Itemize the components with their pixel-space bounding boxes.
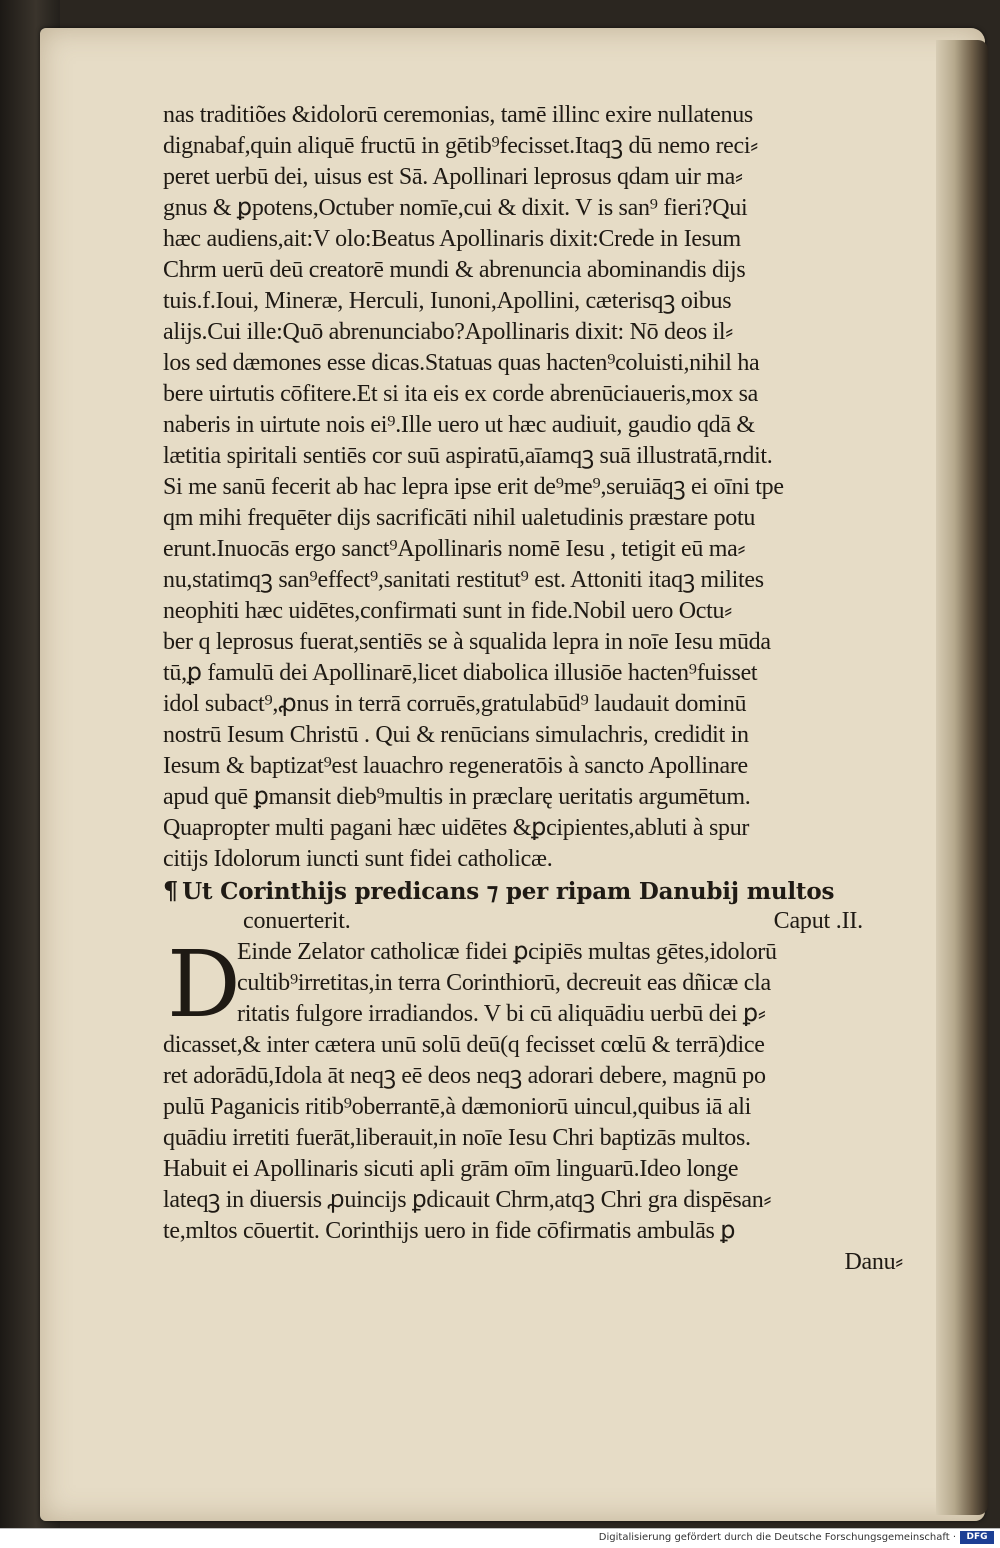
page-text — [163, 100, 903, 1278]
text-line: ber q leprosus fuerat,sentiēs se à squalida lepra in noīe Iesu mūda — [163, 629, 771, 655]
drop-cap-paragraph — [163, 931, 903, 1038]
text-line: ret adorādū,Idola āt neqꝫ eē deos neqꝫ adorari debere, magnū po — [163, 1063, 766, 1089]
chapter-heading-sub — [163, 906, 903, 937]
chapter-heading-text: Ut Corinthijs predicans ⁊ per ripam Danubij multos — [182, 878, 835, 905]
text-line: los sed dæmones esse dicas.Statuas quas hacten⁹coluisti,nihil ha — [163, 350, 760, 376]
drop-cap: D — [167, 931, 241, 1038]
text-line: Si me sanū fecerit ab hac lepra ipse erit de⁹me⁹,seruiāqꝫ ei oīni tpe — [163, 474, 784, 500]
page-gutter — [936, 40, 988, 1515]
text-line: naberis in uirtute nois ei⁹.Ille uero ut hæc audiuit, gaudio qdā & — [163, 412, 755, 438]
text-line: idol subact⁹,ꝓnus in terrā corruēs,gratulabūd⁹ laudauit dominū — [163, 691, 747, 717]
footer-bar — [0, 1528, 1000, 1548]
text-line: dignabaf,quin aliquē fructū in gētib⁹fecisset.Itaqꝫ dū nemo reci⸗ — [163, 133, 758, 159]
text-line: Chrm uerū deū creatorē mundi & abrenuncia abominandis dijs — [163, 257, 746, 283]
text-line: apud quē ꝑmansit dieb⁹multis in præclarę ueritatis argumētum. — [163, 784, 751, 810]
footer-credit: Digitalisierung gefördert durch die Deutsche Forschungsgemeinschaft · — [598, 1532, 956, 1543]
text-line: neophiti hæc uidētes,confirmati sunt in fide.Nobil uero Octu⸗ — [163, 598, 732, 624]
text-line: ritatis fulgore irradiandos. V bi cū aliquādiu uerbū dei ꝑ⸗ — [237, 1001, 766, 1027]
paragraph-indented — [163, 931, 903, 1038]
chapter-heading-sub-text: conuerterit. — [243, 908, 351, 934]
text-line: citijs Idolorum iuncti sunt fidei catholicæ. — [163, 846, 553, 872]
text-line: Quapropter multi pagani hæc uidētes &ꝑcipientes,abluti à spur — [163, 815, 750, 841]
text-line: qm mihi frequēter dijs sacrificāti nihil ualetudinis præstare potu — [163, 505, 756, 531]
text-line: lateqꝫ in diuersis ꝓuincijs ꝑdicauit Chrm,atqꝫ Chri gra dispēsan⸗ — [163, 1187, 772, 1213]
paragraph-bottom — [163, 1030, 903, 1247]
text-line: hæc audiens,ait:V olo:Beatus Apollinaris dixit:Crede in Iesum — [163, 226, 741, 252]
dfg-logo: DFG — [960, 1531, 994, 1544]
text-line: nostrū Iesum Christū . Qui & renūcians simulachris, credidit in — [163, 722, 749, 748]
text-line: gnus & ꝑpotens,Octuber nomīe,cui & dixit. V is san⁹ fieri?Qui — [163, 195, 748, 221]
pilcrow-icon: ¶ — [163, 876, 179, 905]
text-line: Einde Zelator catholicæ fidei ꝑcipiēs multas gētes,idolorū — [237, 939, 777, 965]
text-line: tuis.f.Ioui, Mineræ, Herculi, Iunoni,Apollini, cæterisqꝫ oibus — [163, 288, 732, 314]
chapter-label: Caput .II. — [773, 908, 863, 934]
text-line: tū,ꝑ famulū dei Apollinarē,licet diabolica illusiōe hacten⁹fuisset — [163, 660, 758, 686]
text-line: erunt.Inuocās ergo sanct⁹Apollinaris nomē Iesu , tetigit eū ma⸗ — [163, 536, 746, 562]
text-line: te,mltos cōuertit. Corinthijs uero in fide cōfirmatis ambulās ꝑ — [163, 1218, 736, 1244]
text-line: pulū Paganicis ritib⁹oberrantē,à dæmoniorū uincul,quibus iā ali — [163, 1094, 752, 1120]
text-line: lætitia spiritali sentiēs cor suū aspiratū,aīamqꝫ suā illustratā,rndit. — [163, 443, 773, 469]
text-line: peret uerbū dei, uisus est Sā. Apollinari leprosus qdam uir ma⸗ — [163, 164, 743, 190]
catchword: Danu⸗ — [844, 1249, 903, 1275]
text-line: Iesum & baptizat⁹est lauachro regeneratōis à sancto Apollinare — [163, 753, 748, 779]
chapter-heading — [163, 875, 903, 906]
text-line: dicasset,& inter cætera unū solū deū(q fecisset cœlū & terrā)dice — [163, 1032, 765, 1058]
text-line: bere uirtutis cōfitere.Et si ita eis ex corde abrenūciaueris,mox sa — [163, 381, 758, 407]
text-line: nu,statimqꝫ san⁹effect⁹,sanitati restitut⁹ est. Attoniti itaqꝫ milites — [163, 567, 764, 593]
paragraph-top — [163, 100, 903, 875]
text-line: Habuit ei Apollinaris sicuti apli grām oīm linguarū.Ideo longe — [163, 1156, 739, 1182]
text-line: nas traditiões &idolorū ceremonias, tamē illinc exire nullatenus — [163, 102, 753, 128]
text-line: alijs.Cui ille:Quō abrenunciabo?Apollinaris dixit: Nō deos il⸗ — [163, 319, 733, 345]
text-line: cultib⁹irretitas,in terra Corinthiorū, decreuit eas dñicæ cla — [237, 970, 771, 996]
text-line: quādiu irretiti fuerāt,liberauit,in noīe Iesu Chri baptizās multos. — [163, 1125, 751, 1151]
